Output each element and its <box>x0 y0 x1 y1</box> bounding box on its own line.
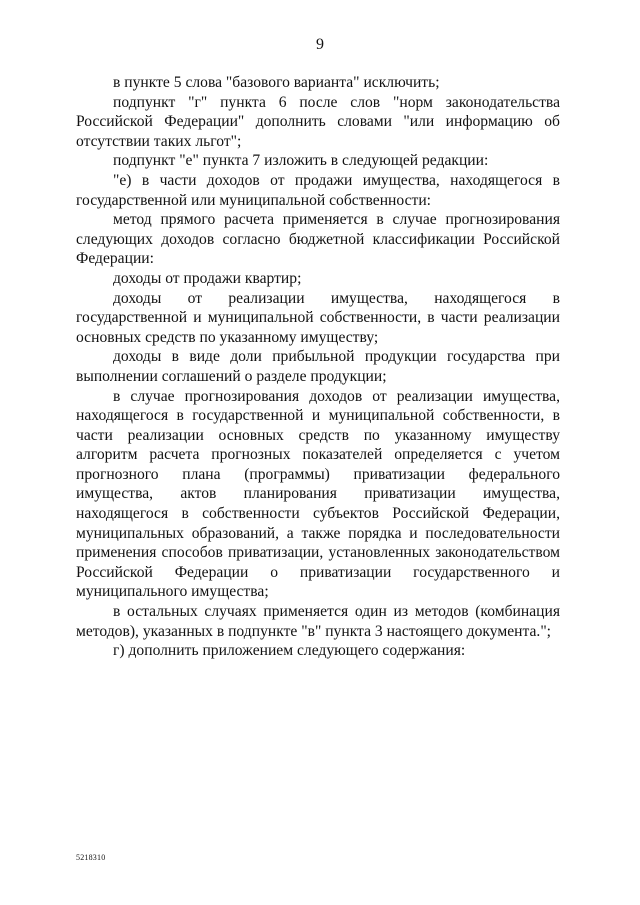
paragraph: метод прямого расчета применяется в случае прогнозирования следующих доходов согласно бюджетной классификации Российской Федерации: <box>76 211 560 268</box>
document-code: 5218310 <box>76 853 106 862</box>
body-text <box>76 73 560 661</box>
paragraph: доходы в виде доли прибыльной продукции государства при выполнении соглашений о разделе продукции; <box>76 348 560 385</box>
paragraph: в остальных случаях применяется один из методов (комбинация методов), указанных в подпункте "в" пункта 3 настоящего документа."; <box>76 603 560 640</box>
paragraph: г) дополнить приложением следующего содержания: <box>113 642 466 660</box>
paragraph: доходы от реализации имущества, находящегося в государственной и муниципальной собственности, в части реализации основных средств по указанному имуществу; <box>76 289 560 346</box>
paragraph: подпункт "е" пункта 7 изложить в следующей редакции: <box>113 152 489 170</box>
paragraph: в случае прогнозирования доходов от реализации имущества, находящегося в государственной и муниципальной собственности, в части реализации основных средств по указанному имуществу алгоритм расчета прогнозных показателей определяется с учетом прогнозного плана (программы) приватизации федерального имущества, актов планирования приватизации имущества, находящегося в собственности субъектов Российской Федерации, муниципальных образований, а также порядка и последовательности применения способов приватизации, установленных законодательством Российской Федерации о приватизации государственного и муниципального имущества; <box>76 387 560 601</box>
paragraph: подпункт "г" пункта 6 после слов "норм законодательства Российской Федерации" дополнить словами "или информацию об отсутствии таких льгот"; <box>76 93 560 150</box>
paragraph: доходы от продажи квартир; <box>113 269 302 287</box>
paragraph: в пункте 5 слова "базового варианта" исключить; <box>113 74 440 91</box>
paragraph: "е) в части доходов от продажи имущества, находящегося в государственной или муниципальной собственности: <box>76 171 560 209</box>
page-number: 9 <box>316 36 324 53</box>
